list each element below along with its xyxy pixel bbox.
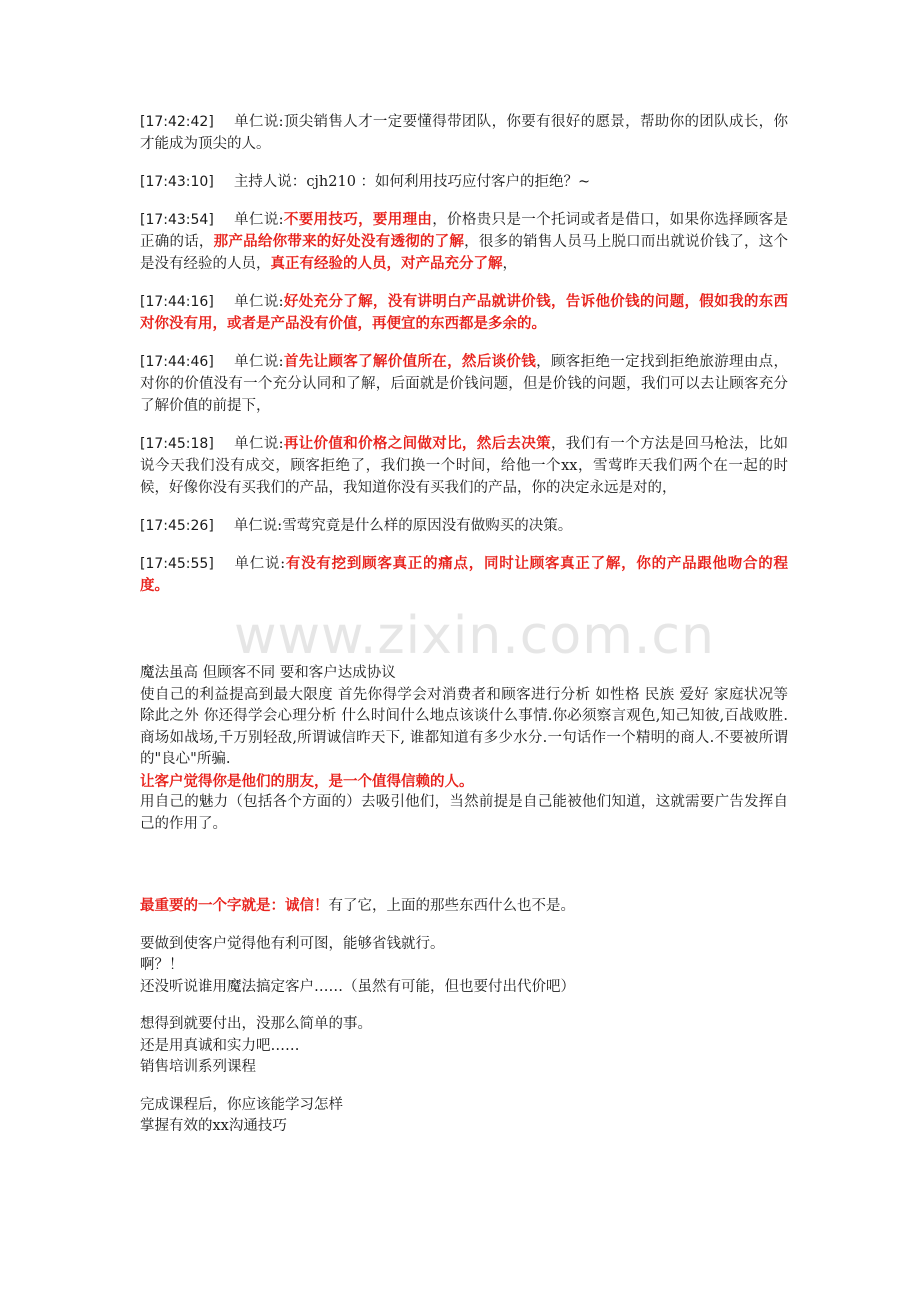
chat-transcript [140, 111, 788, 597]
speaker-label: 单仁说: [233, 556, 286, 572]
transcript-entry [140, 433, 788, 499]
honesty-line [140, 895, 788, 918]
transcript-entry [140, 351, 788, 417]
transcript-entry [140, 291, 788, 335]
highlighted-text: 真正有经验的人员，对产品充分了解 [270, 255, 503, 272]
message-text: ，很多的销售人员马上脱口而出就说价钱了，这个是没有经验的人员， [140, 234, 789, 272]
watermark: www.zixin.com.cn [234, 606, 715, 666]
magic-paragraph: 使自己的利益提高到最大限度 首先你得学会对消费者和顾客进行分析 如性格 民族 爱好 家庭状况等 除此之外 你还得学会心理分析 什么时间什么地点该谈什么事情.你必须察言观色,知己知彼,百战败胜.商场如战场,千万别轻敌,所谓诚信昨天下, 谁都知道有多少水分.一句话作一个精明的商人.不要被所谓的"良心"所骗. [140, 686, 788, 767]
speaker-label: 单仁说: [233, 114, 284, 130]
speaker-label: 单仁说: [233, 436, 284, 452]
transcript-entry [140, 209, 788, 275]
speaker-label: 单仁说: [233, 294, 284, 310]
line-b-0: 想得到就要付出，没那么简单的事。 [140, 1016, 372, 1032]
lines-group-c [140, 1095, 788, 1138]
timestamp: [17:44:46] [140, 354, 214, 370]
message-text: cjh210 ：如何利用技巧应付客户的拒绝？~ [306, 174, 591, 190]
timestamp: [17:42:42] [140, 114, 214, 130]
highlighted-text: 首先让顾客了解价值所在，然后谈价钱 [283, 353, 537, 370]
honesty-red-text: 最重要的一个字就是：诚信！ [140, 897, 329, 914]
line-c-0: 完成课程后，你应该能学习怎样 [140, 1096, 343, 1113]
line-b-1: 还是用真诚和实力吧…… [140, 1037, 300, 1054]
line-c-1: 掌握有效的xx沟通技巧 [140, 1118, 287, 1134]
document-page [140, 111, 788, 1138]
transcript-entry [140, 171, 788, 193]
magic-paragraph-2: 用自己的魅力（包括各个方面的）去吸引他们，当然前提是自己能被他们知道，这就需要广告发挥自己的作用了。 [140, 794, 788, 832]
speaker-label: 主持人说： [233, 174, 307, 190]
line-a-2: 还没听说谁用魔法搞定客户……（虽然有可能，但也要付出代价吧） [140, 978, 575, 995]
timestamp: [17:43:54] [140, 212, 214, 228]
transcript-entry [140, 515, 788, 537]
line-a-0: 要做到使客户觉得他有利可图，能够省钱就行。 [140, 935, 445, 952]
transcript-entry [140, 111, 788, 155]
timestamp: [17:44:16] [140, 294, 214, 310]
magic-line-1: 魔法虽高 但顾客不同 要和客户达成协议 [140, 665, 396, 681]
message-text: ，价格贵只是一个托词或者是借口，如果你选择顾客是正确的话， [140, 212, 789, 250]
line-b-2: 销售培训系列课程 [140, 1059, 256, 1075]
message-text: ，顾客拒绝一定找到拒绝旅游理由点，对你的价值没有一个充分认同和了解，后面就是价钱问题，但是价钱的问题，我们可以去让顾客充分了解价值的前提下， [140, 354, 788, 414]
magic-section [140, 663, 788, 835]
lines-group-a [140, 934, 788, 999]
timestamp: [17:45:55] [140, 556, 214, 572]
honesty-rest-text: 有了它，上面的那些东西什么也不是。 [328, 898, 575, 914]
timestamp: [17:43:10] [140, 174, 214, 190]
speaker-label: 单仁说: [233, 212, 284, 228]
highlighted-text: 再让价值和价格之间做对比，然后去决策 [283, 435, 551, 452]
timestamp: [17:45:18] [140, 436, 214, 452]
lines-group-b [140, 1014, 788, 1079]
speaker-label: 单仁说: [233, 518, 283, 534]
highlighted-text: 好处充分了解，没有讲明白产品就讲价钱，告诉他价钱的问题，假如我的东西对你没有用，或者是产品没有价值，再便宜的东西都是多余的。 [140, 293, 788, 332]
message-text: ， [502, 256, 517, 272]
highlighted-text: 那产品给你带来的好处没有透彻的了解 [213, 233, 465, 250]
message-text: 雪莺究竟是什么样的原因没有做购买的决策。 [282, 518, 573, 534]
highlighted-text: 不要用技巧，要用理由 [283, 211, 433, 228]
timestamp: [17:45:26] [140, 518, 214, 534]
magic-red-line: 让客户觉得你是他们的朋友，是一个值得信赖的人。 [140, 772, 474, 790]
line-a-1: 啊？！ [140, 957, 184, 973]
transcript-entry [140, 553, 788, 597]
highlighted-text: 有没有挖到顾客真正的痛点，同时让顾客真正了解，你的产品跟他吻合的程度。 [140, 555, 788, 594]
message-text: ，我们有一个方法是回马枪法，比如说今天我们没有成交，顾客拒绝了，我们换一个时间，给他一个xx，雪莺昨天我们两个在一起的时候，好像你没有买我们的产品，我知道你没有买我们的产品，你的决定永远是对的， [140, 436, 789, 496]
message-text: 顶尖销售人才一定要懂得带团队，你要有很好的愿景，帮助你的团队成长，你才能成为顶尖的人。 [140, 114, 788, 152]
speaker-label: 单仁说: [233, 354, 284, 370]
